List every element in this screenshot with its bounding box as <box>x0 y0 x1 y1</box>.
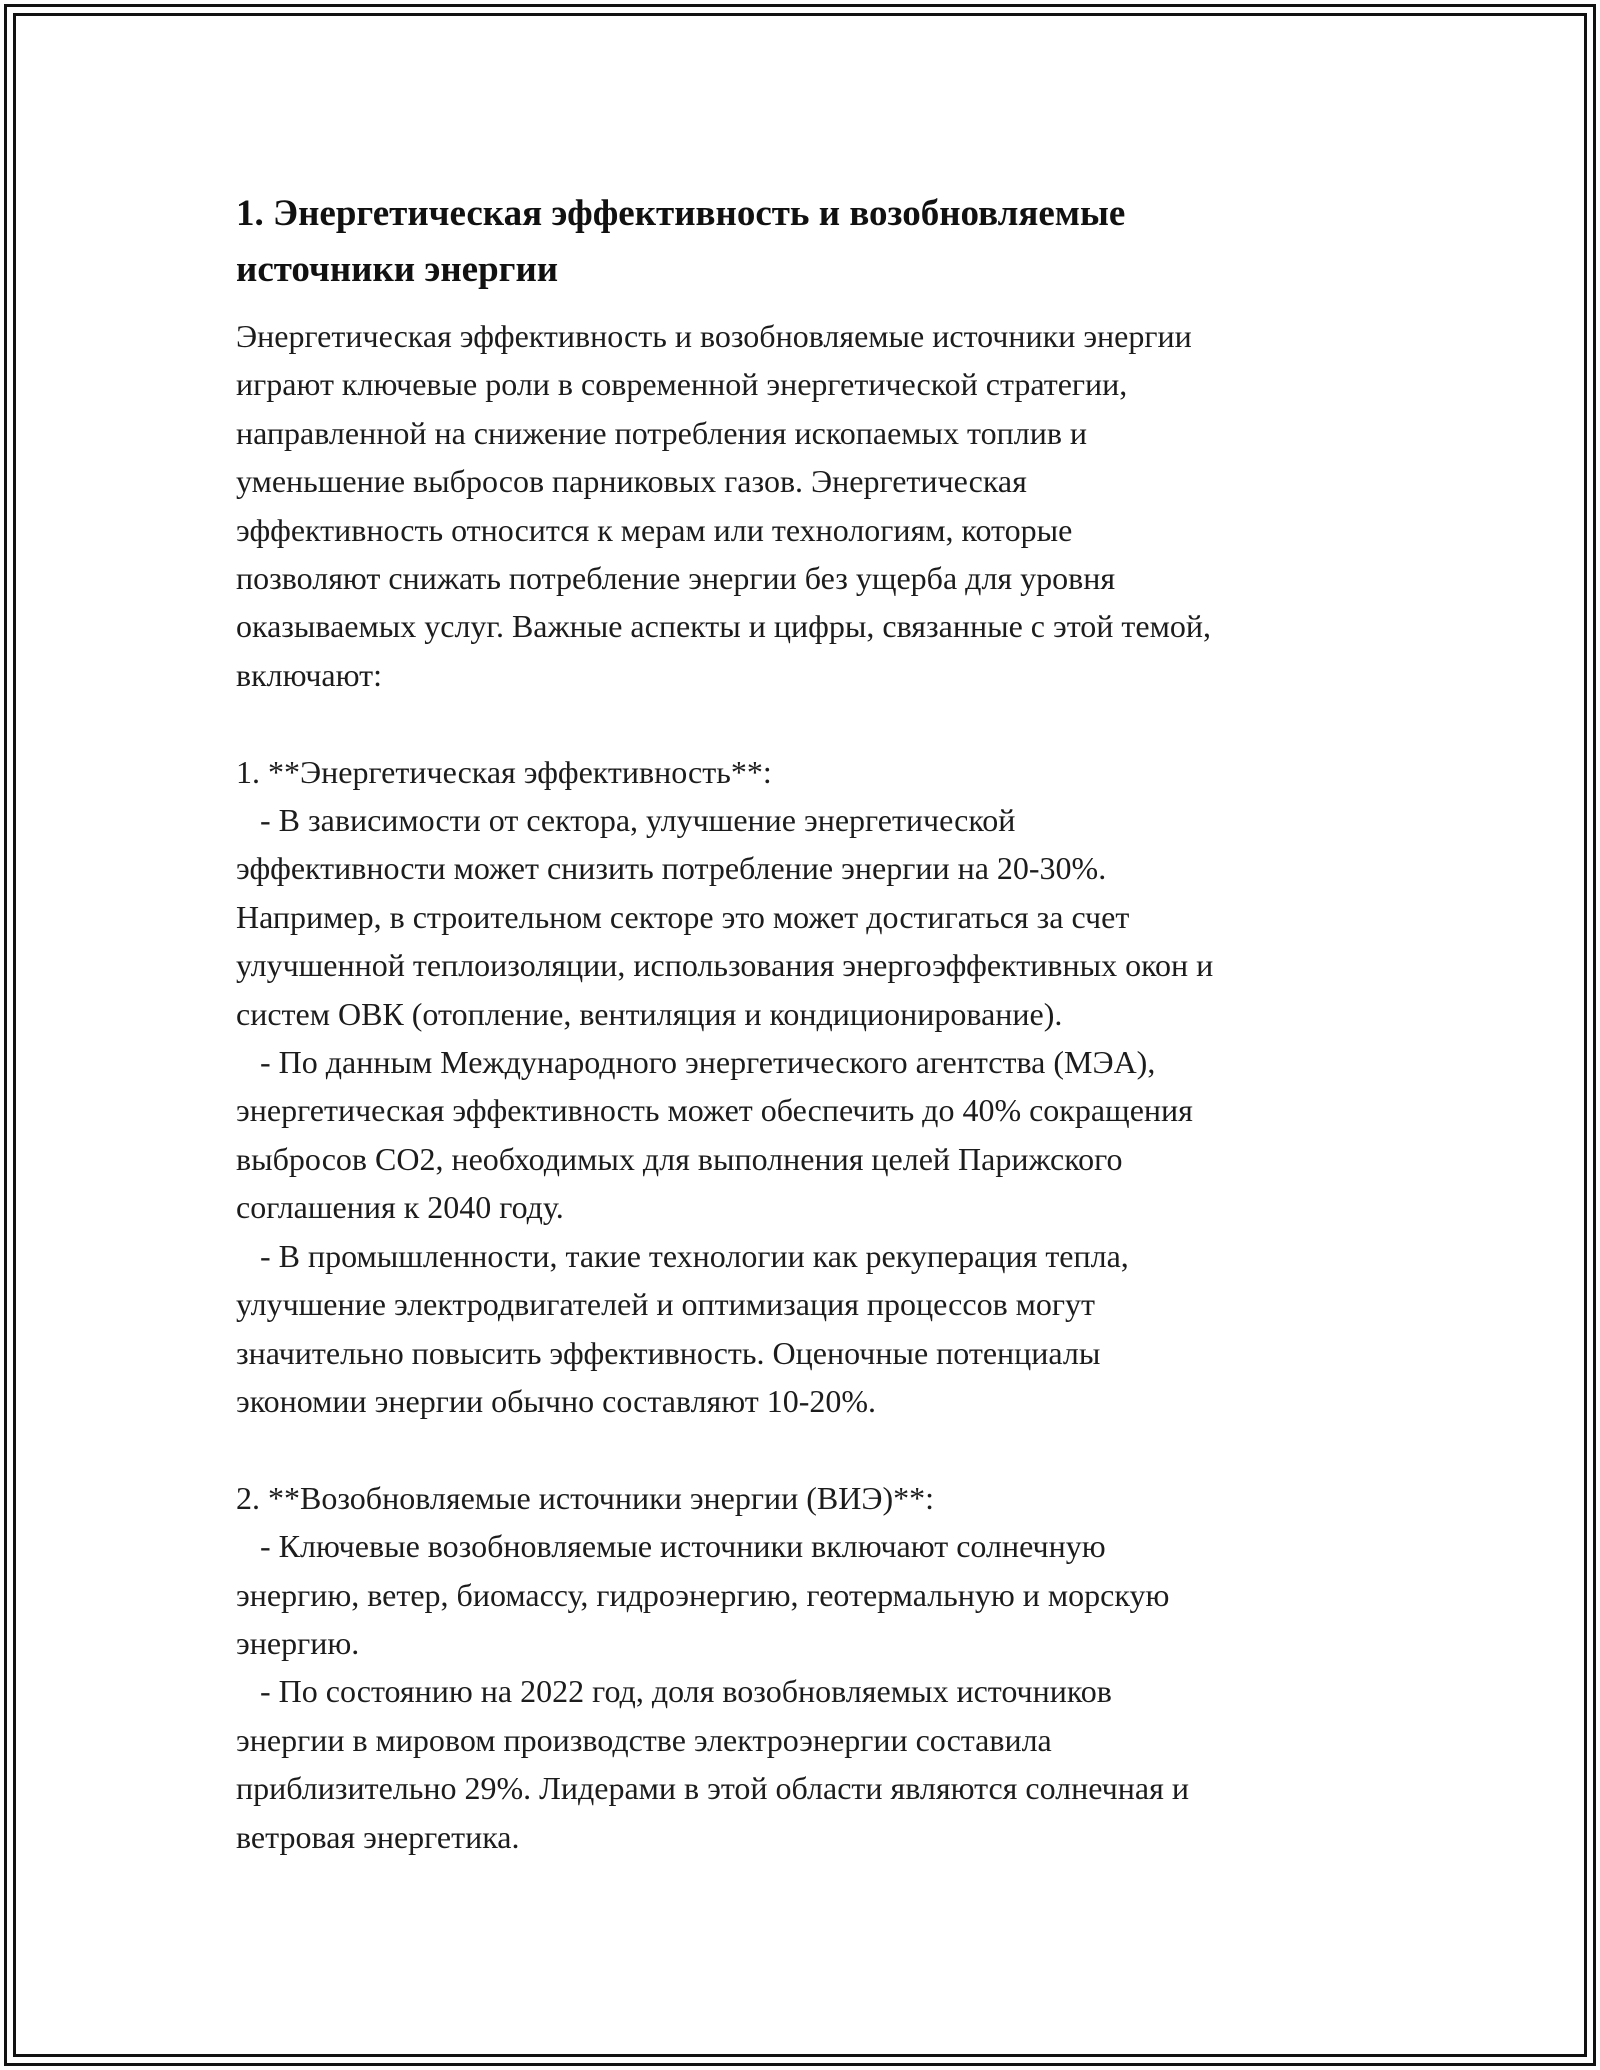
text-line: экономии энергии обычно составляют 10-20%. <box>236 1382 877 1419</box>
heading-line: источники энергии <box>236 249 559 290</box>
document-body <box>236 186 1396 1861</box>
text-line: уменьшение выбросов парниковых газов. Энергетическая <box>236 463 1027 500</box>
text-line: оказываемых услуг. Важные аспекты и цифры, связанные с этой темой, <box>236 608 1211 645</box>
text-line: улучшенной теплоизоляции, использования энергоэффективных окон и <box>236 947 1214 984</box>
blank-line <box>236 699 1396 747</box>
text-line: направленной на снижение потребления ископаемых топлив и <box>236 414 1088 451</box>
text-line: включают: <box>236 656 382 693</box>
text-line: ветровая энергетика. <box>236 1818 520 1855</box>
text-line: систем ОВК (отопление, вентиляция и кондиционирование). <box>236 995 1063 1032</box>
text-line: выбросов CO2, необходимых для выполнения целей Парижского <box>236 1140 1123 1177</box>
text-line: - По состоянию на 2022 год, доля возобновляемых источников <box>236 1673 1112 1710</box>
section-heading <box>236 186 1396 298</box>
text-line: энергии в мировом производстве электроэнергии составила <box>236 1721 1052 1758</box>
text-line: энергетическая эффективность может обеспечить до 40% сокращения <box>236 1092 1193 1129</box>
blank-line <box>236 1425 1396 1473</box>
text-line: позволяют снижать потребление энергии без ущерба для уровня <box>236 560 1116 597</box>
text-line: энергию, ветер, биомассу, гидроэнергию, геотермальную и морскую <box>236 1576 1170 1613</box>
text-line: энергию. <box>236 1624 360 1661</box>
text-line: улучшение электродвигателей и оптимизация процессов могут <box>236 1286 1096 1323</box>
text-line: эффективности может снизить потребление энергии на 20-30%. <box>236 850 1107 887</box>
section-text <box>236 312 1396 1861</box>
list-item-heading: 2. **Возобновляемые источники энергии (ВИЭ)**: <box>236 1479 935 1516</box>
text-line: играют ключевые роли в современной энергетической стратегии, <box>236 366 1128 403</box>
list-item-heading: 1. **Энергетическая эффективность**: <box>236 753 772 790</box>
text-line: - В промышленности, такие технологии как рекуперация тепла, <box>236 1237 1129 1274</box>
text-line: Например, в строительном секторе это может достигаться за счет <box>236 898 1130 935</box>
text-line: Энергетическая эффективность и возобновляемые источники энергии <box>236 318 1192 354</box>
text-line: - В зависимости от сектора, улучшение энергетической <box>236 802 1016 839</box>
text-line: - По данным Международного энергетического агентства (МЭА), <box>236 1044 1156 1081</box>
text-line: - Ключевые возобновляемые источники включают солнечную <box>236 1528 1106 1565</box>
text-line: приблизительно 29%. Лидерами в этой области являются солнечная и <box>236 1770 1189 1807</box>
heading-line: 1. Энергетическая эффективность и возобновляемые <box>236 193 1126 234</box>
text-line: соглашения к 2040 году. <box>236 1189 564 1226</box>
text-line: значительно повысить эффективность. Оценочные потенциалы <box>236 1334 1101 1371</box>
text-line: эффективность относится к мерам или технологиям, которые <box>236 511 1073 548</box>
